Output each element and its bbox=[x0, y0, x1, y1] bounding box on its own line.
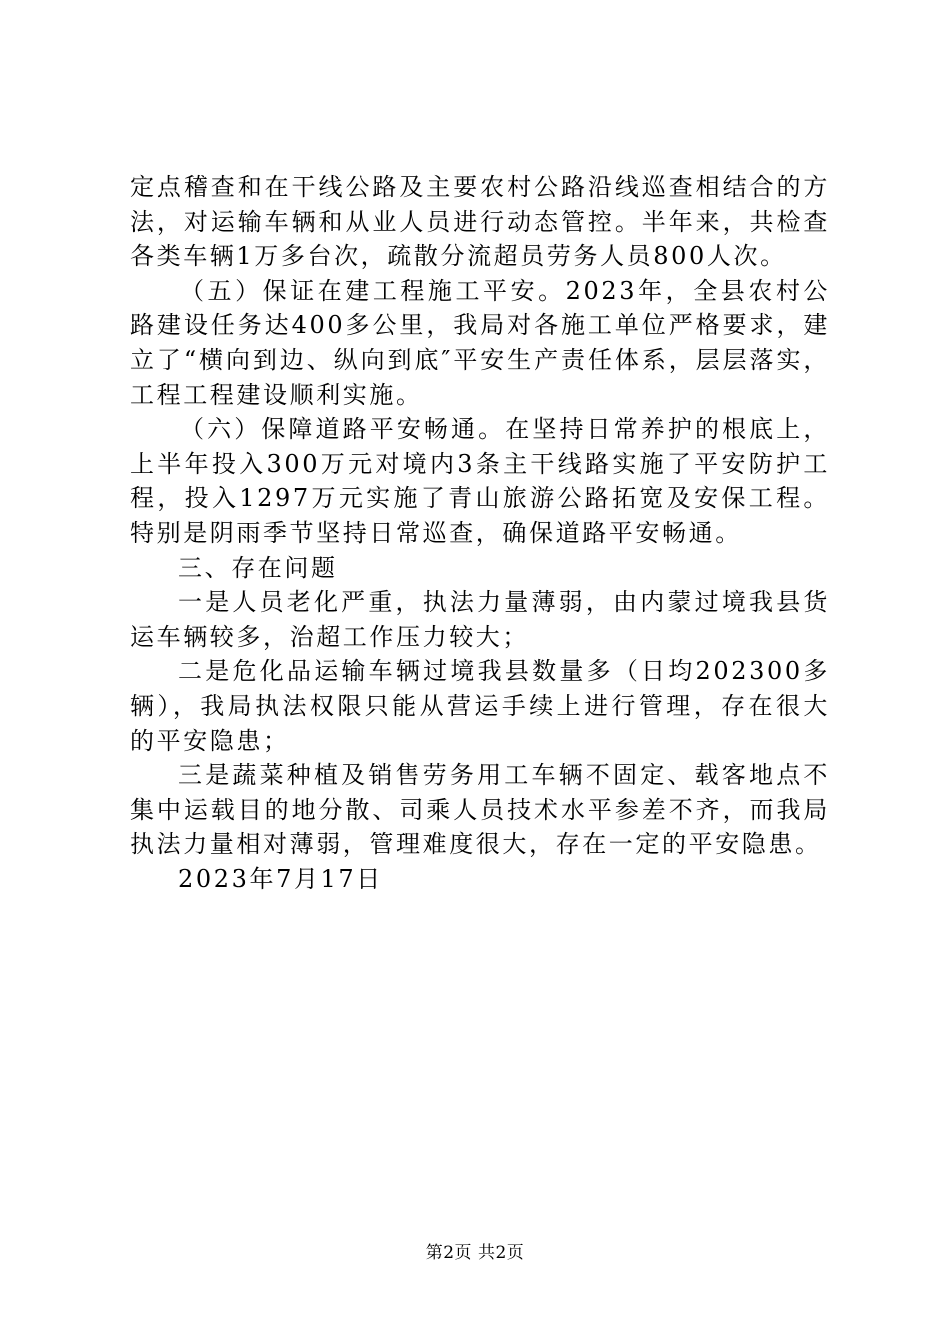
page-footer bbox=[0, 1241, 950, 1265]
document-body bbox=[130, 170, 830, 896]
document-date: 2023年7月17日 bbox=[178, 864, 383, 893]
paragraph-section-5: （五）保证在建工程施工平安。2023年，全县农村公路建设任务达400多公里，我局对各施工单位严格要求，建立了“横向到边、纵向到底″平安生产责任体系，层层落实，工程工程建设顺利实施。 bbox=[130, 276, 830, 409]
page-number-label: 第2页 共2页 bbox=[425, 1243, 525, 1263]
paragraph-problem-1: 一是人员老化严重，执法力量薄弱，由内蒙过境我县货运车辆较多，治超工作压力较大； bbox=[130, 588, 830, 651]
paragraph-problem-3: 三是蔬菜种植及销售劳务用工车辆不固定、载客地点不集中运载目的地分散、司乘人员技术水平参差不齐，而我局执法力量相对薄弱，管理难度很大，存在一定的平安隐患。 bbox=[130, 761, 830, 859]
section-heading-problems: 三、存在问题 bbox=[178, 553, 338, 582]
paragraph-section-6: （六）保障道路平安畅通。在坚持日常养护的根底上，上半年投入300万元对境内3条主干线路实施了平安防护工程，投入1297万元实施了青山旅游公路拓宽及安保工程。特别是阴雨季节坚持日常巡查，确保道路平安畅通。 bbox=[130, 415, 830, 547]
paragraph-continuation: 定点稽查和在干线公路及主要农村公路沿线巡查相结合的方法，对运输车辆和从业人员进行动态管控。半年来，共检查各类车辆1万多台次，疏散分流超员劳务人员800人次。 bbox=[130, 173, 830, 271]
paragraph-problem-2: 二是危化品运输车辆过境我县数量多（日均202300多辆），我局执法权限只能从营运手续上进行管理，存在很大的平安隐患； bbox=[130, 657, 830, 755]
